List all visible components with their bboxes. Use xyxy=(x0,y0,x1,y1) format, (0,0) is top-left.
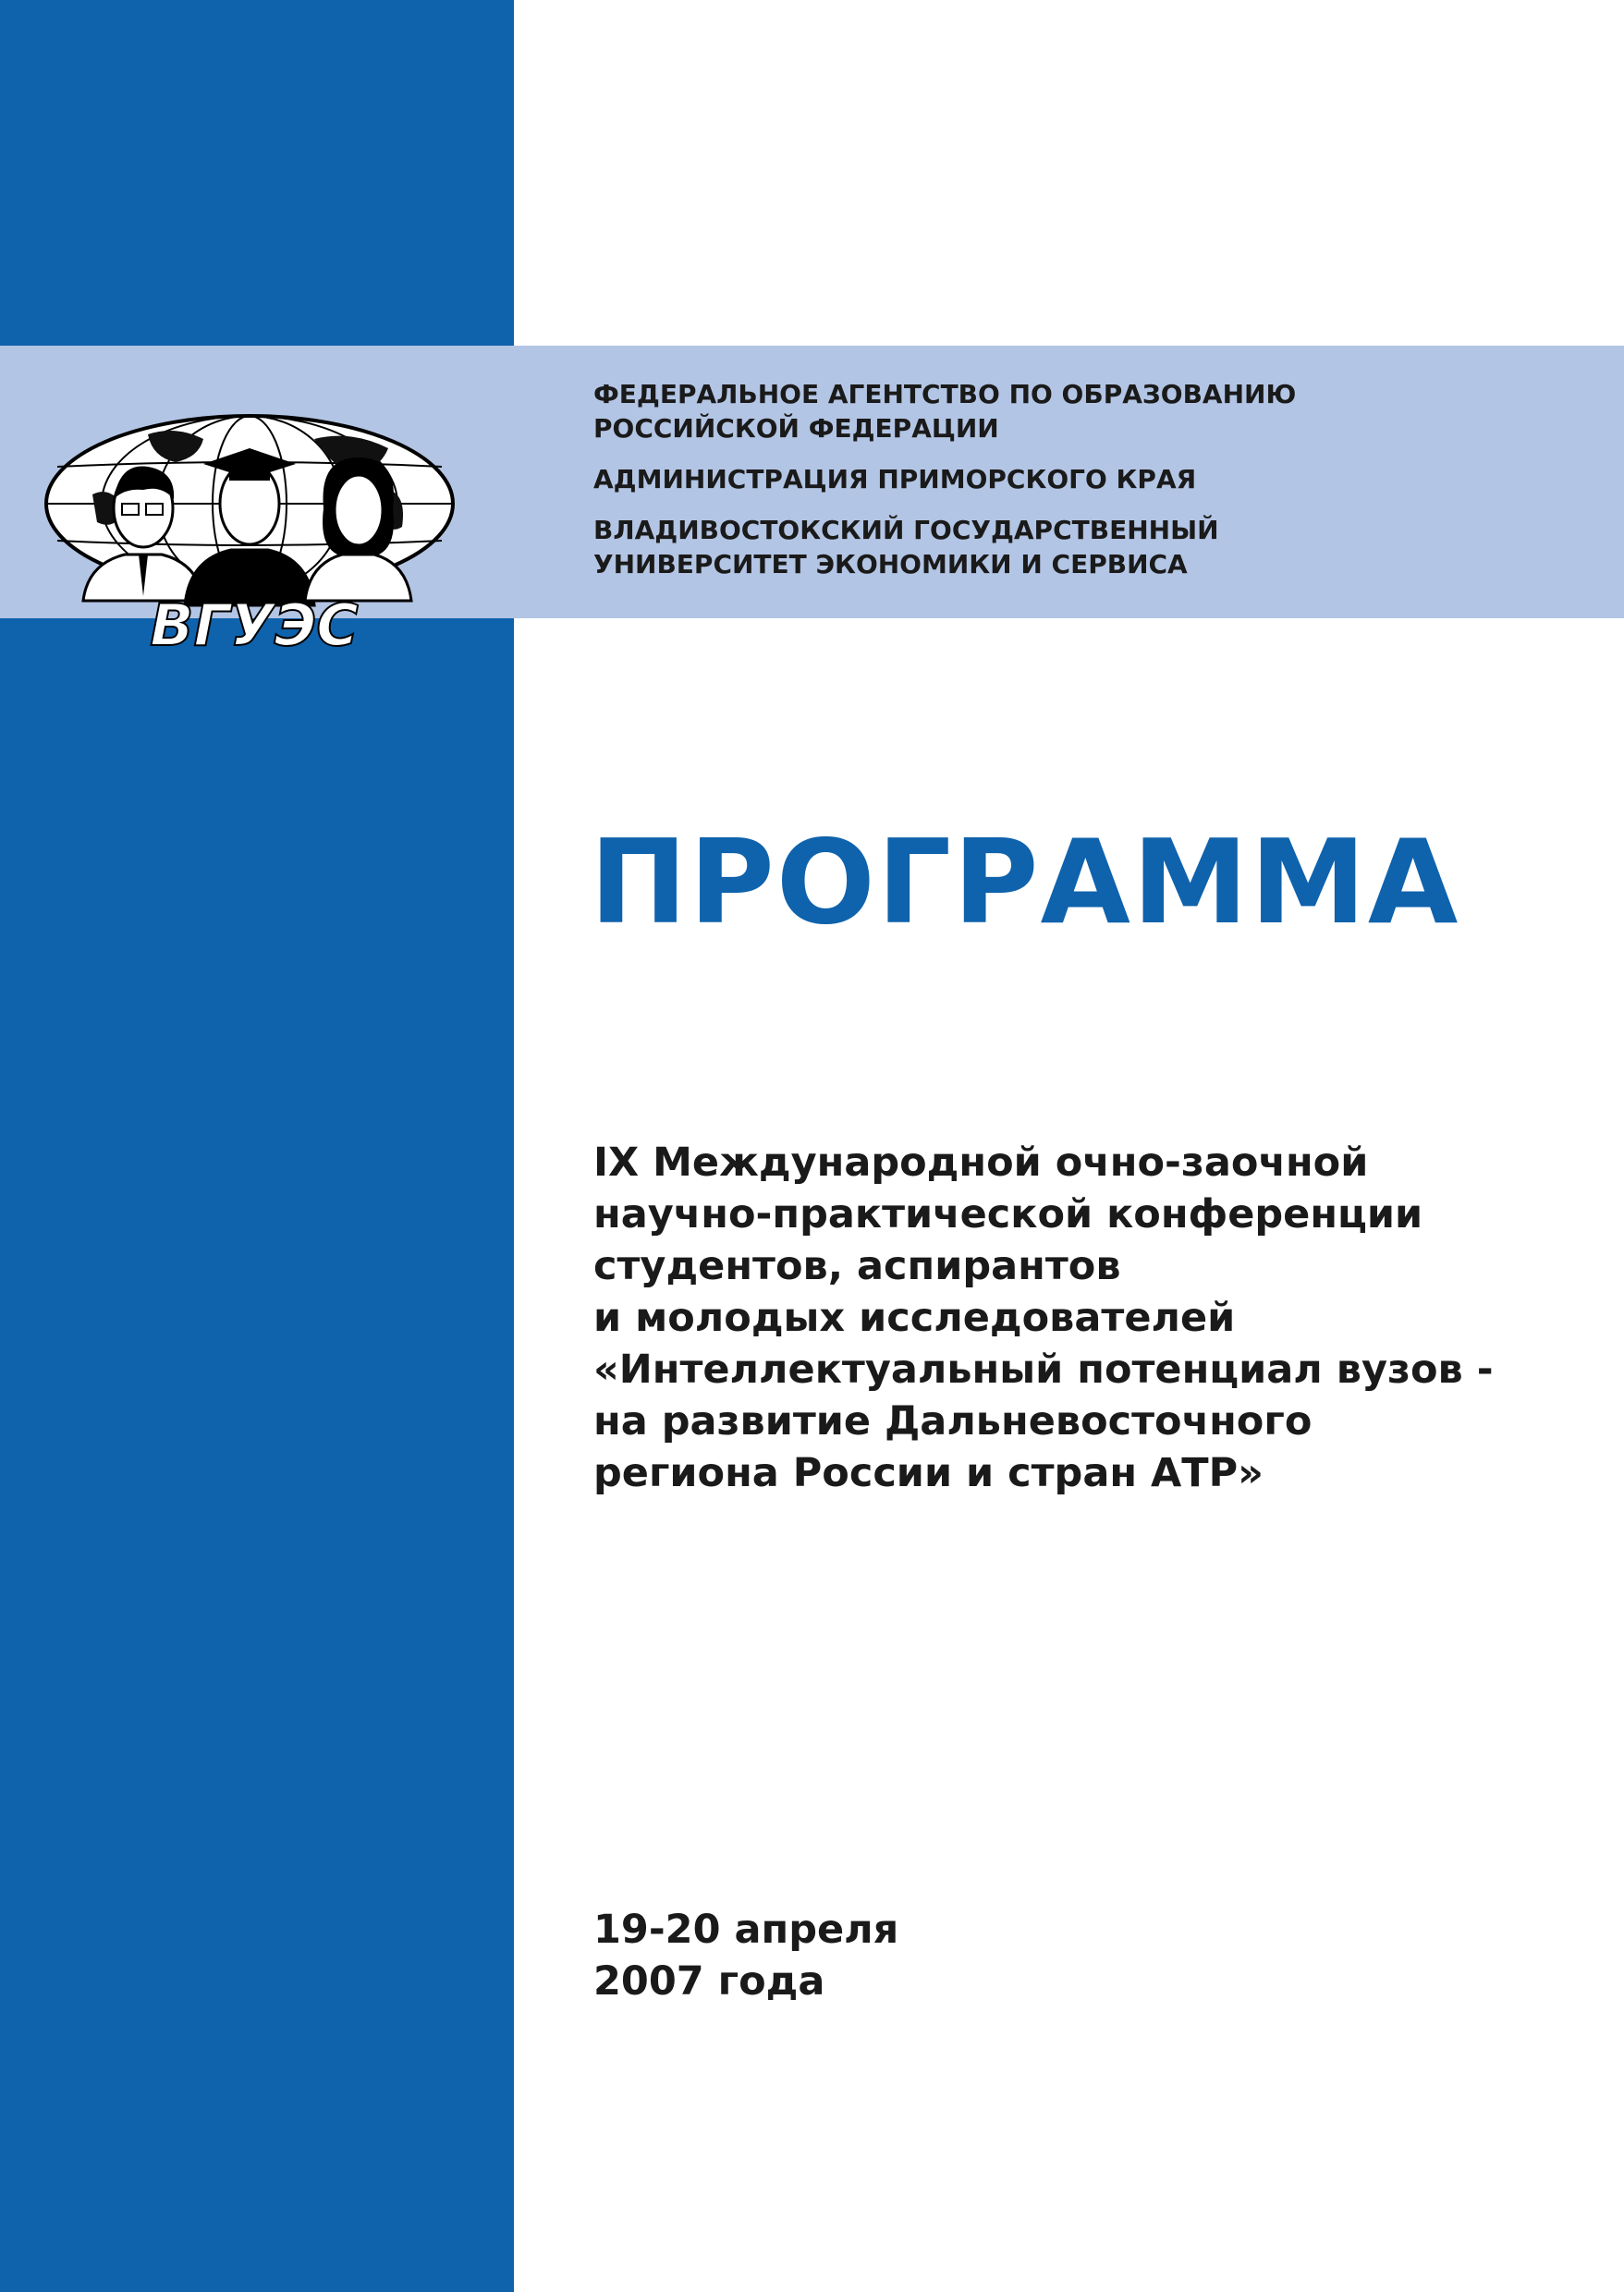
logo-text: ВГУЭС xyxy=(150,591,359,659)
left-blue-stripe xyxy=(0,0,514,2292)
description-line: на развитие Дальневосточного xyxy=(593,1398,1313,1445)
description-line: студентов, аспирантов xyxy=(593,1243,1121,1289)
university-logo xyxy=(37,407,471,665)
header-organizations xyxy=(593,377,1592,581)
description-line: научно-практической конференции xyxy=(593,1191,1423,1237)
date-line: 2007 года xyxy=(593,1958,825,2005)
description-line: «Интеллектуальный потенциал вузов - xyxy=(593,1347,1494,1393)
date-line: 19-20 апреля xyxy=(593,1907,899,1953)
conference-description xyxy=(593,1137,1610,1499)
org-line: ВЛАДИВОСТОКСКИЙ ГОСУДАРСТВЕННЫЙ xyxy=(593,515,1219,545)
conference-date xyxy=(593,1904,898,2007)
description-line: региона России и стран АТР» xyxy=(593,1450,1264,1496)
org-line: ФЕДЕРАЛЬНОЕ АГЕНТСТВО ПО ОБРАЗОВАНИЮ xyxy=(593,379,1297,409)
description-line: и молодых исследователей xyxy=(593,1295,1236,1341)
org-line: УНИВЕРСИТЕТ ЭКОНОМИКИ И СЕРВИСА xyxy=(593,549,1188,579)
org-line: РОССИЙСКОЙ ФЕДЕРАЦИИ xyxy=(593,413,999,444)
org-line: АДМИНИСТРАЦИЯ ПРИМОРСКОГО КРАЯ xyxy=(593,464,1197,494)
page-title: ПРОГРАММА xyxy=(590,814,1460,950)
description-line: IX Международной очно-заочной xyxy=(593,1140,1369,1186)
